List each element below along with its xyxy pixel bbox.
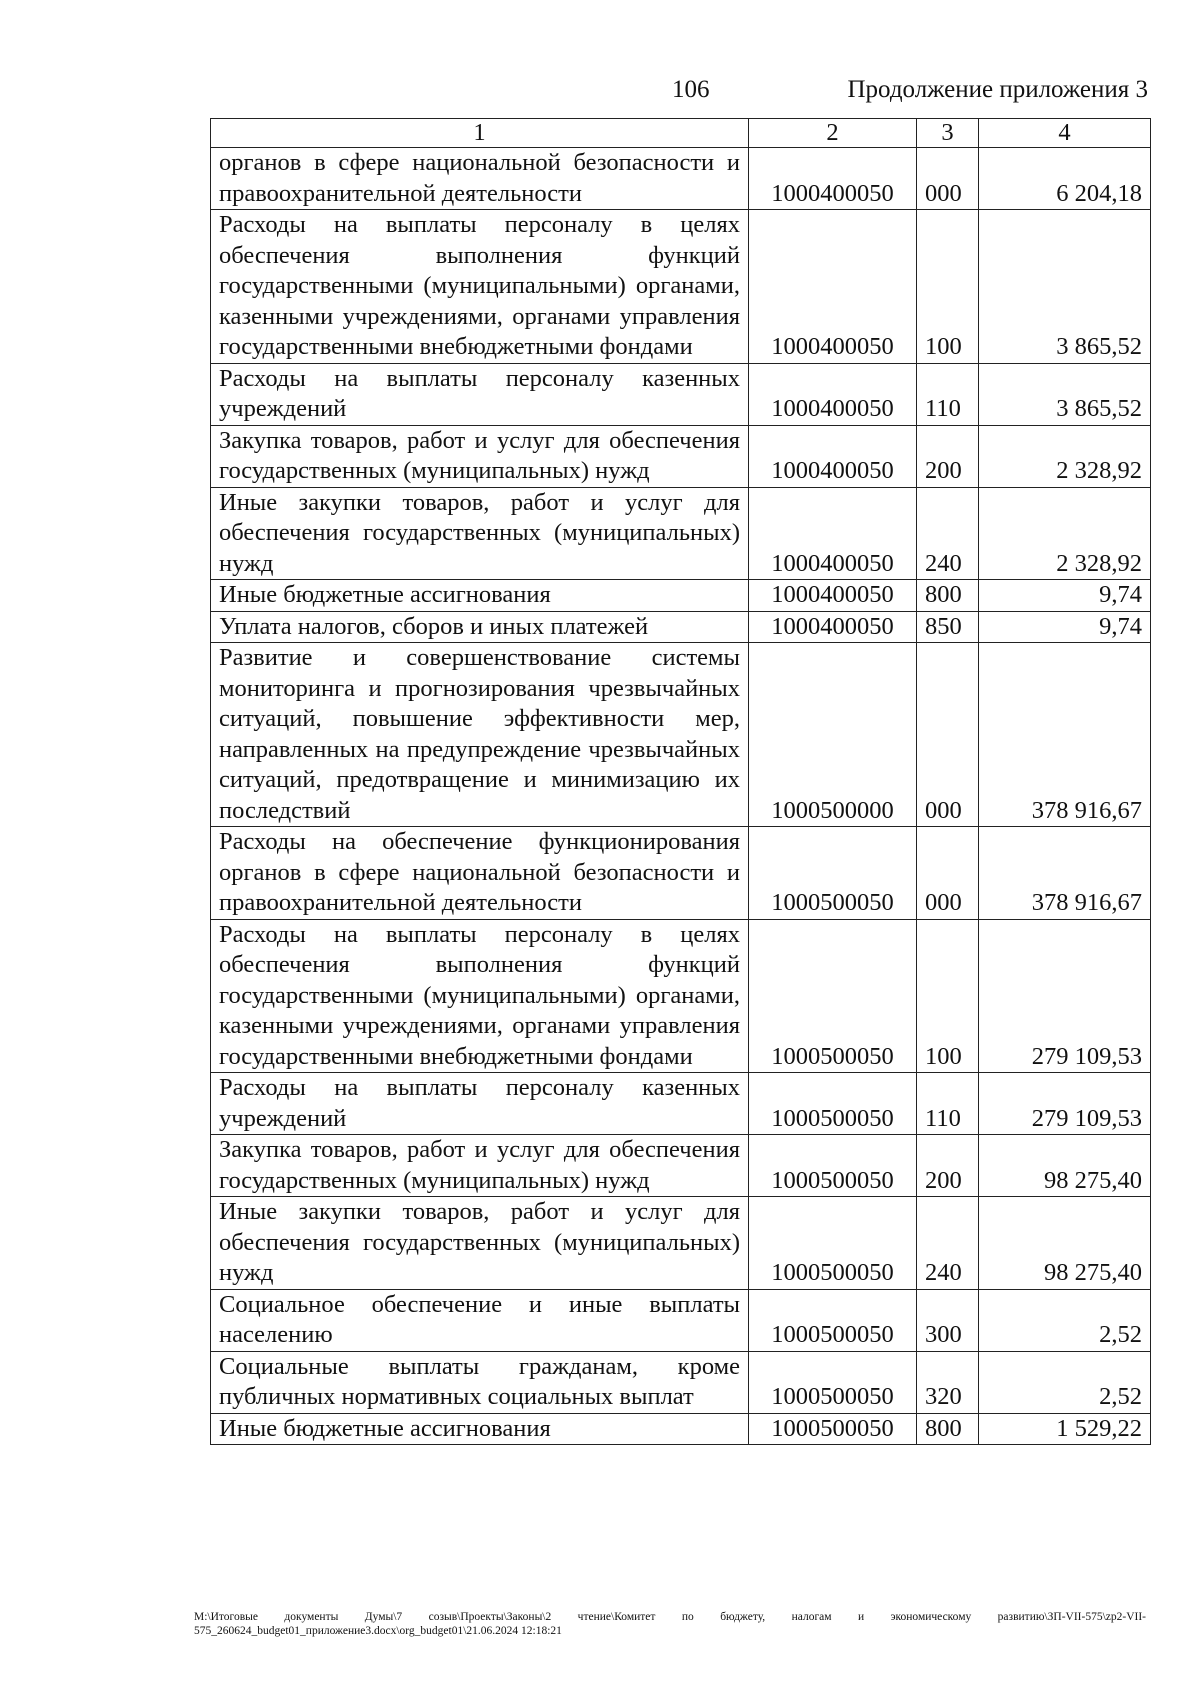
row-target-code: 1000400050 [749,611,917,643]
table-row [211,1351,1151,1413]
column-header-4: 4 [979,119,1151,148]
table-row [211,643,1151,827]
row-description: Расходы на выплаты персоналу казенных учреждений [211,1073,749,1135]
row-description: Иные закупки товаров, работ и услуг для обеспечения государственных (муниципальных) нужд [211,1197,749,1290]
row-expense-type: 320 [917,1351,979,1413]
row-amount: 9,74 [979,580,1151,612]
row-target-code: 1000400050 [749,363,917,425]
row-target-code: 1000500050 [749,1073,917,1135]
row-target-code: 1000500050 [749,1413,917,1445]
row-target-code: 1000400050 [749,580,917,612]
table-row [211,1413,1151,1445]
row-expense-type: 200 [917,1135,979,1197]
row-target-code: 1000500050 [749,1289,917,1351]
row-description: Закупка товаров, работ и услуг для обеспечения государственных (муниципальных) нужд [211,1135,749,1197]
row-description: Закупка товаров, работ и услуг для обеспечения государственных (муниципальных) нужд [211,425,749,487]
row-expense-type: 000 [917,827,979,920]
row-description: Развитие и совершенствование системы мониторинга и прогнозирования чрезвычайных ситуаций, повышение эффективности мер, направленных на предупреждение чрезвычайных ситуаций, предотвращение и минимизацию их последствий [211,643,749,827]
row-amount: 2,52 [979,1351,1151,1413]
table-row [211,1073,1151,1135]
row-expense-type: 100 [917,919,979,1073]
row-description: Расходы на выплаты персоналу в целях обеспечения выполнения функций государственными (муниципальными) органами, казенными учреждениями, органами управления государственными внебюджетными фондами [211,210,749,364]
row-expense-type: 800 [917,1413,979,1445]
document-file-path: М:\Итоговые документы Думы\7 созыв\Проекты\Законы\2 чтение\Комитет по бюджету, налогам и экономическому развитию\ЗП-VII-575\zp2-VII-575_260624_budget01_приложение3.docx\org_budget01\21.06.2024 12:18:21 [194,1611,1146,1637]
table-header-row [211,119,1151,148]
row-expense-type: 110 [917,1073,979,1135]
table-row [211,425,1151,487]
table-row [211,827,1151,920]
row-target-code: 1000500050 [749,1351,917,1413]
row-target-code: 1000500050 [749,1197,917,1290]
row-amount: 2 328,92 [979,487,1151,580]
row-description: Иные бюджетные ассигнования [211,1413,749,1445]
row-amount: 6 204,18 [979,148,1151,210]
row-target-code: 1000400050 [749,210,917,364]
page-number: 106 [672,76,710,103]
row-target-code: 1000400050 [749,487,917,580]
row-description: Уплата налогов, сборов и иных платежей [211,611,749,643]
row-description: Расходы на обеспечение функционирования органов в сфере национальной безопасности и правоохранительной деятельности [211,827,749,920]
row-target-code: 1000400050 [749,148,917,210]
table-row [211,148,1151,210]
row-expense-type: 850 [917,611,979,643]
row-expense-type: 240 [917,1197,979,1290]
row-target-code: 1000500050 [749,1135,917,1197]
row-amount: 98 275,40 [979,1197,1151,1290]
row-amount: 378 916,67 [979,827,1151,920]
row-description: Иные бюджетные ассигнования [211,580,749,612]
column-header-2: 2 [749,119,917,148]
row-expense-type: 000 [917,643,979,827]
table-row [211,611,1151,643]
row-expense-type: 000 [917,148,979,210]
row-amount: 9,74 [979,611,1151,643]
budget-table [210,118,1151,1445]
row-target-code: 1000400050 [749,425,917,487]
column-header-1: 1 [211,119,749,148]
table-row [211,580,1151,612]
row-description: Расходы на выплаты персоналу в целях обеспечения выполнения функций государственными (муниципальными) органами, казенными учреждениями, органами управления государственными внебюджетными фондами [211,919,749,1073]
row-expense-type: 200 [917,425,979,487]
row-expense-type: 300 [917,1289,979,1351]
row-amount: 279 109,53 [979,1073,1151,1135]
table-row [211,487,1151,580]
table-row [211,363,1151,425]
row-target-code: 1000500050 [749,827,917,920]
row-target-code: 1000500000 [749,643,917,827]
row-amount: 2 328,92 [979,425,1151,487]
row-description: органов в сфере национальной безопасности и правоохранительной деятельности [211,148,749,210]
column-header-3: 3 [917,119,979,148]
table-row [211,1135,1151,1197]
row-amount: 3 865,52 [979,210,1151,364]
row-description: Социальные выплаты гражданам, кроме публичных нормативных социальных выплат [211,1351,749,1413]
row-expense-type: 100 [917,210,979,364]
row-target-code: 1000500050 [749,919,917,1073]
row-expense-type: 800 [917,580,979,612]
row-description: Расходы на выплаты персоналу казенных учреждений [211,363,749,425]
appendix-continuation-label: Продолжение приложения 3 [847,76,1148,103]
row-amount: 1 529,22 [979,1413,1151,1445]
row-amount: 3 865,52 [979,363,1151,425]
table-row [211,1197,1151,1290]
row-amount: 98 275,40 [979,1135,1151,1197]
row-description: Социальное обеспечение и иные выплаты населению [211,1289,749,1351]
row-expense-type: 240 [917,487,979,580]
table-row [211,1289,1151,1351]
row-description: Иные закупки товаров, работ и услуг для обеспечения государственных (муниципальных) нужд [211,487,749,580]
row-amount: 378 916,67 [979,643,1151,827]
row-amount: 2,52 [979,1289,1151,1351]
table-row [211,210,1151,364]
row-amount: 279 109,53 [979,919,1151,1073]
row-expense-type: 110 [917,363,979,425]
table-row [211,919,1151,1073]
